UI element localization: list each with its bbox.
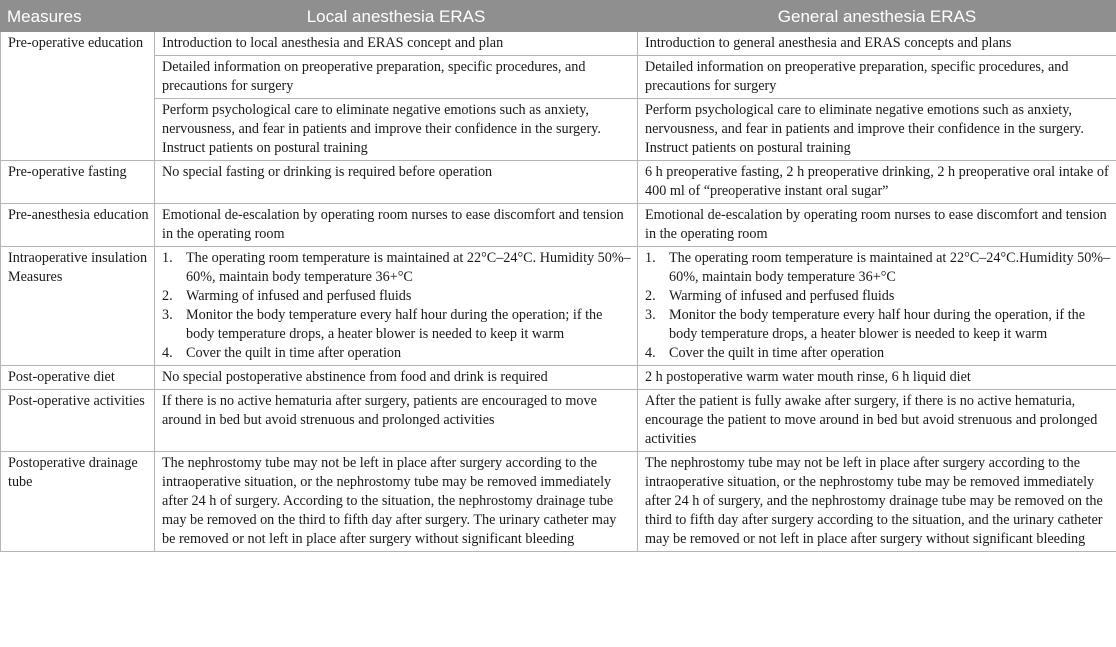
row-label-preanesthesia-education: Pre-anesthesia education xyxy=(1,204,155,247)
list-text: The operating room temperature is maintained at 22°C–24°C.Humidity 50%–60%, maintain body temperature 36+°C xyxy=(669,250,1111,285)
row-label-postop-activities: Post-operative activities xyxy=(1,390,155,452)
list-item xyxy=(162,249,632,287)
list-item xyxy=(645,344,1111,363)
table-cell: After the patient is fully awake after surgery, if there is no active hematuria, encourage the patient to move around in bed but avoid strenuous and prolonged activities xyxy=(638,390,1116,452)
row-label-preop-fasting: Pre-operative fasting xyxy=(1,161,155,204)
list-number: 1. xyxy=(645,250,656,266)
table-cell: No special postoperative abstinence from food and drink is required xyxy=(155,366,638,390)
list-number: 2. xyxy=(645,288,656,304)
table-cell: If there is no active hematuria after surgery, patients are encouraged to move around in bed but avoid strenuous and prolonged activities xyxy=(155,390,638,452)
list-text: Monitor the body temperature every half hour during the operation; if the body temperature drops, a heater blower is needed to keep it warm xyxy=(186,307,603,342)
list-item xyxy=(645,287,1111,306)
table-cell xyxy=(155,247,638,366)
list-text: Warming of infused and perfused fluids xyxy=(669,288,895,304)
list-number: 1. xyxy=(162,250,173,266)
header-general-anesthesia: General anesthesia ERAS xyxy=(638,1,1116,32)
header-row xyxy=(1,1,1116,32)
table-row xyxy=(1,366,1116,390)
list-item xyxy=(645,249,1111,287)
table-cell: Detailed information on preoperative preparation, specific procedures, and precautions for surgery xyxy=(638,56,1116,99)
header-measures: Measures xyxy=(1,1,155,32)
table-cell: 2 h postoperative warm water mouth rinse, 6 h liquid diet xyxy=(638,366,1116,390)
list-item xyxy=(162,306,632,344)
list-number: 3. xyxy=(162,307,173,323)
table-row xyxy=(1,452,1116,552)
row-label-insulation: Intraoperative insulation Measures xyxy=(1,247,155,366)
table-row xyxy=(1,204,1116,247)
list-item xyxy=(645,306,1111,344)
table-cell: Introduction to local anesthesia and ERAS concept and plan xyxy=(155,32,638,56)
table-row xyxy=(1,161,1116,204)
table-row xyxy=(1,99,1116,161)
header-local-anesthesia: Local anesthesia ERAS xyxy=(155,1,638,32)
list-number: 3. xyxy=(645,307,656,323)
table-row xyxy=(1,390,1116,452)
row-label-drainage-tube: Postoperative drainage tube xyxy=(1,452,155,552)
row-label-postop-diet: Post-operative diet xyxy=(1,366,155,390)
list-number: 2. xyxy=(162,288,173,304)
list-text: Cover the quilt in time after operation xyxy=(186,345,402,361)
list-text: Cover the quilt in time after operation xyxy=(669,345,885,361)
row-label-preop-education: Pre-operative education xyxy=(1,32,155,161)
table-row xyxy=(1,247,1116,366)
table-cell: Introduction to general anesthesia and ERAS concepts and plans xyxy=(638,32,1116,56)
list-number: 4. xyxy=(645,345,656,361)
list-item xyxy=(162,287,632,306)
table-cell: No special fasting or drinking is required before operation xyxy=(155,161,638,204)
list-number: 4. xyxy=(162,345,173,361)
table-cell: Detailed information on preoperative preparation, specific procedures, and precautions for surgery xyxy=(155,56,638,99)
table-cell: Emotional de-escalation by operating room nurses to ease discomfort and tension in the operating room xyxy=(155,204,638,247)
table-row xyxy=(1,56,1116,99)
numbered-list xyxy=(162,249,632,363)
numbered-list xyxy=(645,249,1111,363)
list-text: The operating room temperature is maintained at 22°C–24°C. Humidity 50%–60%, maintain body temperature 36+°C xyxy=(186,250,631,285)
table-cell: The nephrostomy tube may not be left in place after surgery according to the intraoperative situation, or the nephrostomy tube may be removed immediately after 24 h of surgery, and the nephrostomy drainage tube may be removed on the third to fifth day after surgery according to the situation, and the urinary catheter may be removed or not left in place after surgery without significant bleeding xyxy=(638,452,1116,552)
table-cell: The nephrostomy tube may not be left in place after surgery according to the intraoperative situation, or the nephrostomy tube may be removed immediately after 24 h of surgery. According to the situation, the nephrostomy drainage tube may be removed on the third to fifth day after surgery. The urinary catheter may be removed or not left in place after surgery without significant bleeding xyxy=(155,452,638,552)
list-item xyxy=(162,344,632,363)
list-text: Warming of infused and perfused fluids xyxy=(186,288,412,304)
table-cell: Perform psychological care to eliminate negative emotions such as anxiety, nervousness, and fear in patients and improve their confidence in the surgery. Instruct patients on postural training xyxy=(638,99,1116,161)
table-cell: Perform psychological care to eliminate negative emotions such as anxiety, nervousness, and fear in patients and improve their confidence in the surgery. Instruct patients on postural training xyxy=(155,99,638,161)
table-row xyxy=(1,32,1116,56)
list-text: Monitor the body temperature every half hour during the operation, if the body temperature drops, a heater blower is needed to keep it warm xyxy=(669,307,1086,342)
table-cell: Emotional de-escalation by operating room nurses to ease discomfort and tension in the operating room xyxy=(638,204,1116,247)
table-cell: 6 h preoperative fasting, 2 h preoperative drinking, 2 h preoperative oral intake of 400 ml of “preoperative instant oral sugar” xyxy=(638,161,1116,204)
table-cell xyxy=(638,247,1116,366)
